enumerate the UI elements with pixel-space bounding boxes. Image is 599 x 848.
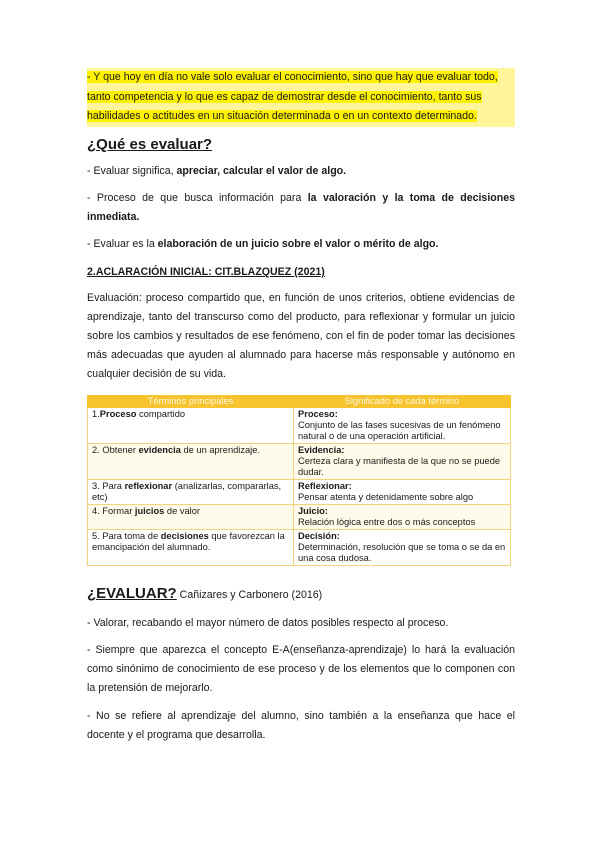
evaluation-paragraph: Evaluación: proceso compartido que, en función de unos criterios, obtiene evidencias de aprendizaje, tanto del transcurso como del producto, para reflexionar y formular un juicio sobre los cambios y resultados de ese fenómeno, con el fin de poder tomar las decisiones más adecuadas que ayuden al alumnado para hacerse más responsable y autónomo en cualquier decisión de su vida. — [87, 292, 515, 380]
evaluar-item: - Siempre que aparezca el concepto E-A(enseñanza-aprendizaje) lo hará la evaluación como sinónimo de conocimiento de ese proceso y de los elementos que lo componen con la pretensión de mejorarlo. — [87, 644, 515, 694]
evaluar-item: - Valorar, recabando el mayor número de datos posibles respecto al proceso. — [87, 617, 449, 629]
terms-table — [87, 395, 511, 566]
table-header-row — [88, 396, 511, 408]
section-title: ¿Qué es evaluar? — [87, 136, 213, 153]
table-cell: 1.Proceso compartido — [88, 408, 294, 444]
intro-highlight-text: - Y que hoy en día no vale solo evaluar el conocimiento, sino que hay que evaluar todo, tanto competencia y lo que es capaz de demostrar desde el conocimiento, tanto sus habilidades o actitudes en un situación determinada o en un contexto determinado. — [87, 68, 515, 127]
table-cell: 2. Obtener evidencia de un aprendizaje. — [88, 444, 294, 480]
table-row — [88, 505, 511, 530]
table-cell: 4. Formar juicios de valor — [88, 505, 294, 530]
table-header: Términos principales — [88, 396, 294, 408]
section-evaluar-heading — [87, 585, 515, 603]
table-cell: Reflexionar: Pensar atenta y detenidamente sobre algo — [294, 480, 511, 505]
table-header: Significado de cada término — [294, 396, 511, 408]
intro-highlight-block — [87, 68, 515, 127]
evaluar-item: - No se refiere al aprendizaje del alumno, sino también a la enseñanza que hace el docente y el programa que desarrolla. — [87, 710, 515, 741]
section-what-is-evaluate — [87, 136, 515, 153]
definition-item: - Evaluar es la elaboración de un juicio sobre el valor o mérito de algo. — [87, 238, 439, 250]
table-row — [88, 530, 511, 566]
section-authors: Cañizares y Carbonero (2016) — [176, 589, 323, 601]
table-cell: Evidencia: Certeza clara y manifiesta de la que no se puede dudar. — [294, 444, 511, 480]
table-cell: Decisión: Determinación, resolución que se toma o se da en una cosa dudosa. — [294, 530, 511, 566]
table-cell: 3. Para reflexionar (analizarlas, compararlas, etc) — [88, 480, 294, 505]
table-cell: Proceso: Conjunto de las fases sucesivas de un fenómeno natural o de una operación artificial. — [294, 408, 511, 444]
section-title: ¿EVALUAR? — [87, 585, 177, 602]
definition-item: - Proceso de que busca información para la valoración y la toma de decisiones inmediata. — [87, 192, 515, 223]
section-initial-clarification — [87, 266, 515, 278]
table-row — [88, 444, 511, 480]
table-row — [88, 480, 511, 505]
section-title: 2.ACLARACIÓN INICIAL: CIT.BLAZQUEZ (2021) — [87, 266, 325, 278]
table-cell: Juicio: Relación lógica entre dos o más conceptos — [294, 505, 511, 530]
table-row — [88, 408, 511, 444]
table-cell: 5. Para toma de decisiones que favorezcan la emancipación del alumnado. — [88, 530, 294, 566]
definition-item: - Evaluar significa, apreciar, calcular el valor de algo. — [87, 165, 347, 177]
